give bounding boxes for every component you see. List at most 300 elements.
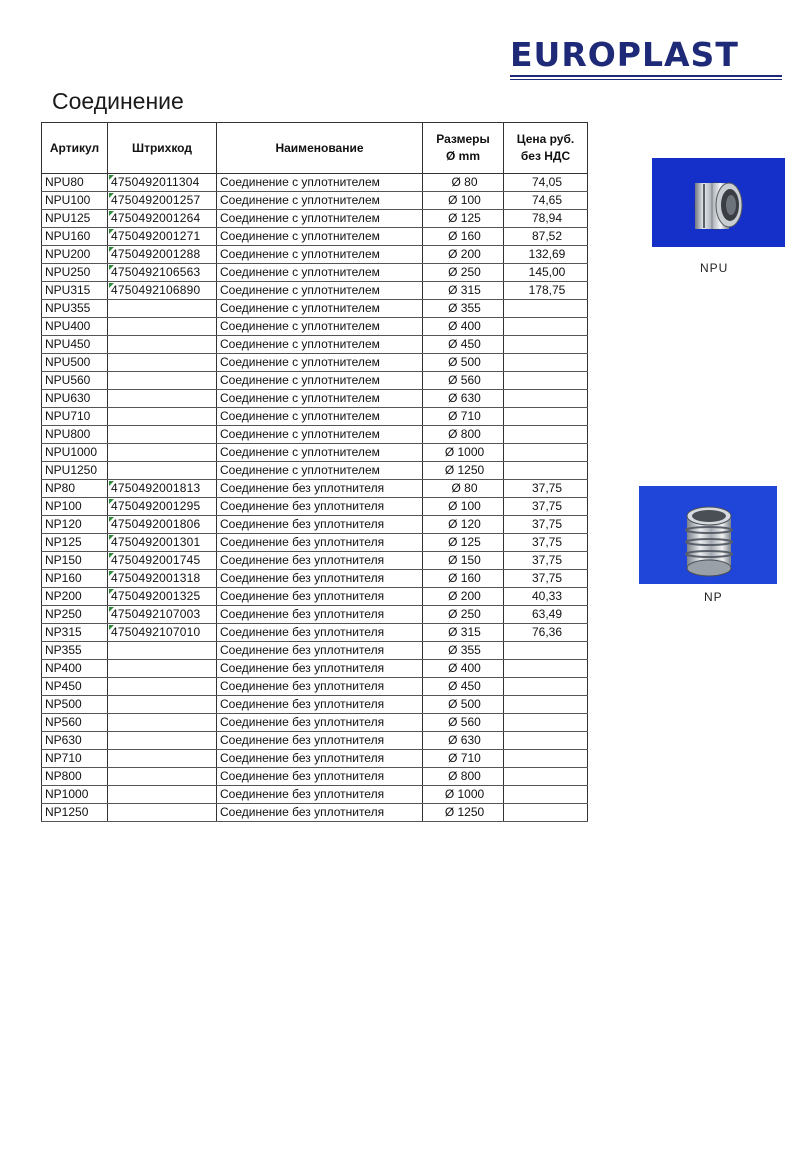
size-cell-text: Ø 710: [448, 751, 481, 765]
size-cell-text: Ø 1250: [444, 805, 485, 819]
name-cell-text: Соединение без уплотнителя: [220, 553, 385, 567]
price-cell: [504, 516, 588, 534]
barcode-flag-icon: [109, 175, 114, 180]
size-cell: [423, 174, 504, 192]
price-cell: [504, 462, 588, 480]
size-cell: [423, 354, 504, 372]
article-cell: [42, 210, 108, 228]
name-cell-text: Соединение без уплотнителя: [220, 733, 385, 747]
size-cell-text: Ø 315: [448, 283, 481, 297]
article-cell: [42, 282, 108, 300]
size-cell: [423, 462, 504, 480]
name-cell: [217, 660, 423, 678]
table-row: [42, 372, 588, 390]
size-cell-text: Ø 100: [448, 193, 481, 207]
name-cell: [217, 750, 423, 768]
article-cell: [42, 426, 108, 444]
table-row: [42, 786, 588, 804]
price-cell: [504, 282, 588, 300]
name-cell: [217, 426, 423, 444]
barcode-cell: [108, 498, 217, 516]
barcode-cell-text: 4750492001301: [111, 535, 201, 549]
size-cell-text: Ø 500: [448, 697, 481, 711]
np-caption: NP: [704, 590, 723, 604]
size-cell: [423, 678, 504, 696]
price-cell: [504, 390, 588, 408]
barcode-cell: [108, 714, 217, 732]
barcode-cell-text: 4750492001813: [111, 481, 201, 495]
table-row: [42, 246, 588, 264]
table-row: [42, 714, 588, 732]
barcode-cell-text: 4750492011304: [111, 175, 200, 189]
size-cell-text: Ø 560: [448, 373, 481, 387]
logo-rule-thin: [510, 79, 782, 80]
size-cell-text: Ø 450: [448, 679, 481, 693]
name-cell-text: Соединение без уплотнителя: [220, 499, 385, 513]
article-cell-text: NP400: [45, 661, 82, 675]
name-cell-text: Соединение без уплотнителя: [220, 679, 385, 693]
price-cell-text: 132,69: [528, 247, 566, 261]
price-cell-text: 87,52: [531, 229, 563, 243]
header-price-line1: Цена руб.: [516, 132, 575, 146]
barcode-flag-icon: [109, 625, 114, 630]
size-cell: [423, 264, 504, 282]
size-cell-text: Ø 120: [448, 517, 481, 531]
size-cell-text: Ø 125: [448, 211, 481, 225]
size-cell-text: Ø 160: [448, 571, 481, 585]
barcode-cell: [108, 786, 217, 804]
barcode-cell: [108, 264, 217, 282]
size-cell: [423, 660, 504, 678]
article-cell-text: NP150: [45, 553, 82, 567]
name-cell: [217, 624, 423, 642]
barcode-cell: [108, 534, 217, 552]
article-cell-text: NP250: [45, 607, 82, 621]
article-cell: [42, 786, 108, 804]
size-cell: [423, 714, 504, 732]
table-row: [42, 642, 588, 660]
size-cell-text: Ø 800: [448, 769, 481, 783]
name-cell: [217, 354, 423, 372]
name-cell-text: Соединение без уплотнителя: [220, 751, 385, 765]
size-cell: [423, 696, 504, 714]
price-cell: [504, 318, 588, 336]
barcode-cell: [108, 174, 217, 192]
barcode-cell: [108, 282, 217, 300]
price-cell-text: 76,36: [531, 625, 563, 639]
article-cell: [42, 372, 108, 390]
price-cell: [504, 480, 588, 498]
np-coupling-photo: [639, 486, 777, 584]
size-cell: [423, 786, 504, 804]
table-row: [42, 354, 588, 372]
barcode-cell-text: 4750492001264: [111, 211, 201, 225]
price-cell: [504, 624, 588, 642]
barcode-cell: [108, 354, 217, 372]
size-cell-text: Ø 1000: [444, 787, 485, 801]
size-cell: [423, 282, 504, 300]
barcode-cell: [108, 372, 217, 390]
size-cell: [423, 228, 504, 246]
table-row: [42, 480, 588, 498]
header-price-line2: без НДС: [520, 149, 571, 163]
size-cell-text: Ø 80: [451, 481, 478, 495]
table-row: [42, 282, 588, 300]
price-cell: [504, 408, 588, 426]
size-cell: [423, 750, 504, 768]
table-row: [42, 624, 588, 642]
table-row: [42, 408, 588, 426]
article-cell-text: NP100: [45, 499, 82, 513]
name-cell: [217, 228, 423, 246]
barcode-flag-icon: [109, 481, 114, 486]
article-cell-text: NP450: [45, 679, 82, 693]
name-cell: [217, 732, 423, 750]
name-cell-text: Соединение с уплотнителем: [220, 409, 380, 423]
name-cell: [217, 534, 423, 552]
barcode-cell: [108, 660, 217, 678]
name-cell-text: Соединение без уплотнителя: [220, 805, 385, 819]
name-cell: [217, 642, 423, 660]
article-cell-text: NPU100: [45, 193, 91, 207]
logo-rule: [510, 75, 782, 77]
name-cell-text: Соединение с уплотнителем: [220, 283, 380, 297]
barcode-flag-icon: [109, 265, 114, 270]
table-row: [42, 606, 588, 624]
size-cell-text: Ø 80: [451, 175, 478, 189]
size-cell-text: Ø 400: [448, 661, 481, 675]
article-cell-text: NP1250: [45, 805, 89, 819]
table-row: [42, 570, 588, 588]
size-cell-text: Ø 560: [448, 715, 481, 729]
price-cell: [504, 354, 588, 372]
name-cell: [217, 480, 423, 498]
name-cell: [217, 786, 423, 804]
article-cell: [42, 588, 108, 606]
size-cell-text: Ø 150: [448, 553, 481, 567]
price-cell-text: 40,33: [531, 589, 563, 603]
article-cell: [42, 228, 108, 246]
name-cell-text: Соединение с уплотнителем: [220, 211, 380, 225]
name-cell-text: Соединение без уплотнителя: [220, 661, 385, 675]
name-cell-text: Соединение с уплотнителем: [220, 337, 380, 351]
name-cell-text: Соединение с уплотнителем: [220, 193, 380, 207]
name-cell: [217, 192, 423, 210]
name-cell: [217, 768, 423, 786]
name-cell: [217, 678, 423, 696]
article-cell-text: NPU1000: [45, 445, 98, 459]
name-cell-text: Соединение без уплотнителя: [220, 697, 385, 711]
brand-logo: [510, 35, 782, 84]
size-cell: [423, 534, 504, 552]
article-cell-text: NPU560: [45, 373, 91, 387]
size-cell: [423, 498, 504, 516]
article-cell: [42, 768, 108, 786]
table-row: [42, 534, 588, 552]
size-cell-text: Ø 250: [448, 607, 481, 621]
coupling-with-seal-image: [652, 158, 785, 247]
article-cell: [42, 660, 108, 678]
barcode-cell: [108, 426, 217, 444]
barcode-cell: [108, 624, 217, 642]
size-cell: [423, 192, 504, 210]
article-cell-text: NPU450: [45, 337, 91, 351]
header-barcode: Штрихкод: [108, 123, 217, 174]
size-cell-text: Ø 400: [448, 319, 481, 333]
article-cell: [42, 714, 108, 732]
barcode-cell: [108, 732, 217, 750]
name-cell: [217, 444, 423, 462]
article-cell: [42, 642, 108, 660]
article-cell-text: NP160: [45, 571, 82, 585]
name-cell-text: Соединение без уплотнителя: [220, 517, 385, 531]
barcode-cell: [108, 336, 217, 354]
barcode-cell-text: 4750492107003: [111, 607, 201, 621]
size-cell: [423, 732, 504, 750]
barcode-cell-text: 4750492001318: [111, 571, 201, 585]
name-cell: [217, 696, 423, 714]
barcode-cell: [108, 408, 217, 426]
size-cell: [423, 804, 504, 822]
barcode-cell: [108, 804, 217, 822]
page-title: Соединение: [52, 88, 184, 114]
table-row: [42, 516, 588, 534]
article-cell-text: NPU125: [45, 211, 91, 225]
table-row: [42, 678, 588, 696]
barcode-cell-text: 4750492001325: [111, 589, 201, 603]
table-header-row: [42, 123, 588, 174]
price-cell-text: 63,49: [531, 607, 563, 621]
article-cell: [42, 804, 108, 822]
npu-caption: NPU: [700, 261, 729, 275]
barcode-flag-icon: [109, 589, 114, 594]
table-row: [42, 444, 588, 462]
size-cell-text: Ø 710: [448, 409, 481, 423]
article-cell-text: NP315: [45, 625, 82, 639]
size-cell: [423, 588, 504, 606]
barcode-flag-icon: [109, 517, 114, 522]
name-cell-text: Соединение без уплотнителя: [220, 571, 385, 585]
article-cell: [42, 246, 108, 264]
header-size-line2: Ø mm: [445, 149, 480, 163]
table-row: [42, 732, 588, 750]
table-row: [42, 768, 588, 786]
price-cell: [504, 660, 588, 678]
name-cell: [217, 390, 423, 408]
price-cell-text: 178,75: [528, 283, 566, 297]
name-cell-text: Соединение без уплотнителя: [220, 715, 385, 729]
barcode-cell: [108, 192, 217, 210]
table-row: [42, 750, 588, 768]
table-row: [42, 696, 588, 714]
article-cell-text: NP355: [45, 643, 82, 657]
price-cell: [504, 174, 588, 192]
size-cell-text: Ø 630: [448, 391, 481, 405]
size-cell-text: Ø 100: [448, 499, 481, 513]
name-cell: [217, 588, 423, 606]
size-cell: [423, 552, 504, 570]
price-cell: [504, 426, 588, 444]
name-cell: [217, 606, 423, 624]
name-cell: [217, 408, 423, 426]
price-cell: [504, 210, 588, 228]
barcode-cell: [108, 318, 217, 336]
article-cell: [42, 174, 108, 192]
article-cell: [42, 606, 108, 624]
article-cell-text: NP500: [45, 697, 82, 711]
article-cell-text: NP710: [45, 751, 82, 765]
article-cell-text: NPU80: [45, 175, 84, 189]
name-cell-text: Соединение без уплотнителя: [220, 769, 385, 783]
size-cell: [423, 516, 504, 534]
barcode-flag-icon: [109, 211, 114, 216]
article-cell: [42, 750, 108, 768]
barcode-cell: [108, 606, 217, 624]
name-cell-text: Соединение с уплотнителем: [220, 427, 380, 441]
barcode-cell-text: 4750492001288: [111, 247, 201, 261]
header-price: [504, 123, 588, 174]
table-row: [42, 462, 588, 480]
name-cell-text: Соединение без уплотнителя: [220, 535, 385, 549]
size-cell-text: Ø 450: [448, 337, 481, 351]
article-cell-text: NPU630: [45, 391, 91, 405]
size-cell: [423, 606, 504, 624]
barcode-cell: [108, 462, 217, 480]
article-cell: [42, 534, 108, 552]
barcode-cell: [108, 516, 217, 534]
barcode-cell-text: 4750492106563: [111, 265, 201, 279]
name-cell: [217, 462, 423, 480]
name-cell-text: Соединение без уплотнителя: [220, 607, 385, 621]
size-cell-text: Ø 125: [448, 535, 481, 549]
size-cell: [423, 372, 504, 390]
article-cell-text: NP1000: [45, 787, 89, 801]
table-row: [42, 210, 588, 228]
price-cell-text: 37,75: [531, 517, 563, 531]
article-cell-text: NPU355: [45, 301, 91, 315]
size-cell-text: Ø 1250: [444, 463, 485, 477]
price-cell: [504, 588, 588, 606]
article-cell-text: NP125: [45, 535, 82, 549]
size-cell: [423, 318, 504, 336]
name-cell-text: Соединение с уплотнителем: [220, 319, 380, 333]
name-cell-text: Соединение с уплотнителем: [220, 463, 380, 477]
article-cell-text: NPU400: [45, 319, 91, 333]
article-cell: [42, 570, 108, 588]
name-cell: [217, 804, 423, 822]
article-cell: [42, 516, 108, 534]
price-cell-text: 74,65: [531, 193, 563, 207]
table-row: [42, 426, 588, 444]
header-size: [423, 123, 504, 174]
table-row: [42, 228, 588, 246]
barcode-cell: [108, 678, 217, 696]
price-cell: [504, 444, 588, 462]
price-cell: [504, 498, 588, 516]
price-cell-text: 37,75: [531, 571, 563, 585]
price-cell-text: 78,94: [531, 211, 563, 225]
size-cell: [423, 210, 504, 228]
barcode-flag-icon: [109, 283, 114, 288]
article-cell: [42, 732, 108, 750]
name-cell-text: Соединение с уплотнителем: [220, 229, 380, 243]
table-row: [42, 390, 588, 408]
barcode-cell: [108, 552, 217, 570]
name-cell-text: Соединение с уплотнителем: [220, 391, 380, 405]
size-cell: [423, 624, 504, 642]
article-cell: [42, 462, 108, 480]
price-cell-text: 37,75: [531, 499, 563, 513]
size-cell: [423, 768, 504, 786]
name-cell-text: Соединение с уплотнителем: [220, 445, 380, 459]
size-cell: [423, 300, 504, 318]
name-cell-text: Соединение с уплотнителем: [220, 247, 380, 261]
name-cell: [217, 336, 423, 354]
price-cell-text: 145,00: [528, 265, 566, 279]
article-cell-text: NPU800: [45, 427, 91, 441]
article-cell: [42, 336, 108, 354]
name-cell: [217, 210, 423, 228]
name-cell-text: Соединение с уплотнителем: [220, 301, 380, 315]
table-row: [42, 264, 588, 282]
name-cell-text: Соединение без уплотнителя: [220, 787, 385, 801]
price-cell: [504, 336, 588, 354]
article-cell-text: NP200: [45, 589, 82, 603]
table-row: [42, 498, 588, 516]
article-cell-text: NP560: [45, 715, 82, 729]
header-article: Артикул: [42, 123, 108, 174]
size-cell-text: Ø 1000: [444, 445, 485, 459]
article-cell-text: NP80: [45, 481, 76, 495]
article-cell: [42, 318, 108, 336]
barcode-cell: [108, 444, 217, 462]
barcode-cell-text: 4750492106890: [111, 283, 201, 297]
article-cell-text: NPU500: [45, 355, 91, 369]
article-cell: [42, 390, 108, 408]
table-row: [42, 588, 588, 606]
barcode-cell: [108, 768, 217, 786]
size-cell: [423, 426, 504, 444]
article-cell: [42, 624, 108, 642]
article-cell-text: NPU1250: [45, 463, 98, 477]
name-cell-text: Соединение с уплотнителем: [220, 355, 380, 369]
table-row: [42, 174, 588, 192]
barcode-cell-text: 4750492001806: [111, 517, 201, 531]
table-row: [42, 300, 588, 318]
price-cell: [504, 228, 588, 246]
barcode-cell: [108, 696, 217, 714]
barcode-cell-text: 4750492001295: [111, 499, 201, 513]
article-cell-text: NP630: [45, 733, 82, 747]
price-cell: [504, 192, 588, 210]
article-cell: [42, 300, 108, 318]
name-cell: [217, 318, 423, 336]
barcode-flag-icon: [109, 607, 114, 612]
name-cell: [217, 570, 423, 588]
article-cell-text: NPU160: [45, 229, 91, 243]
header-name: Наименование: [217, 123, 423, 174]
name-cell-text: Соединение без уплотнителя: [220, 481, 385, 495]
price-cell: [504, 678, 588, 696]
size-cell-text: Ø 250: [448, 265, 481, 279]
barcode-flag-icon: [109, 193, 114, 198]
size-cell: [423, 408, 504, 426]
price-cell: [504, 750, 588, 768]
price-cell-text: 74,05: [531, 175, 563, 189]
coupling-without-seal-image: [639, 486, 777, 584]
price-cell: [504, 786, 588, 804]
barcode-flag-icon: [109, 571, 114, 576]
